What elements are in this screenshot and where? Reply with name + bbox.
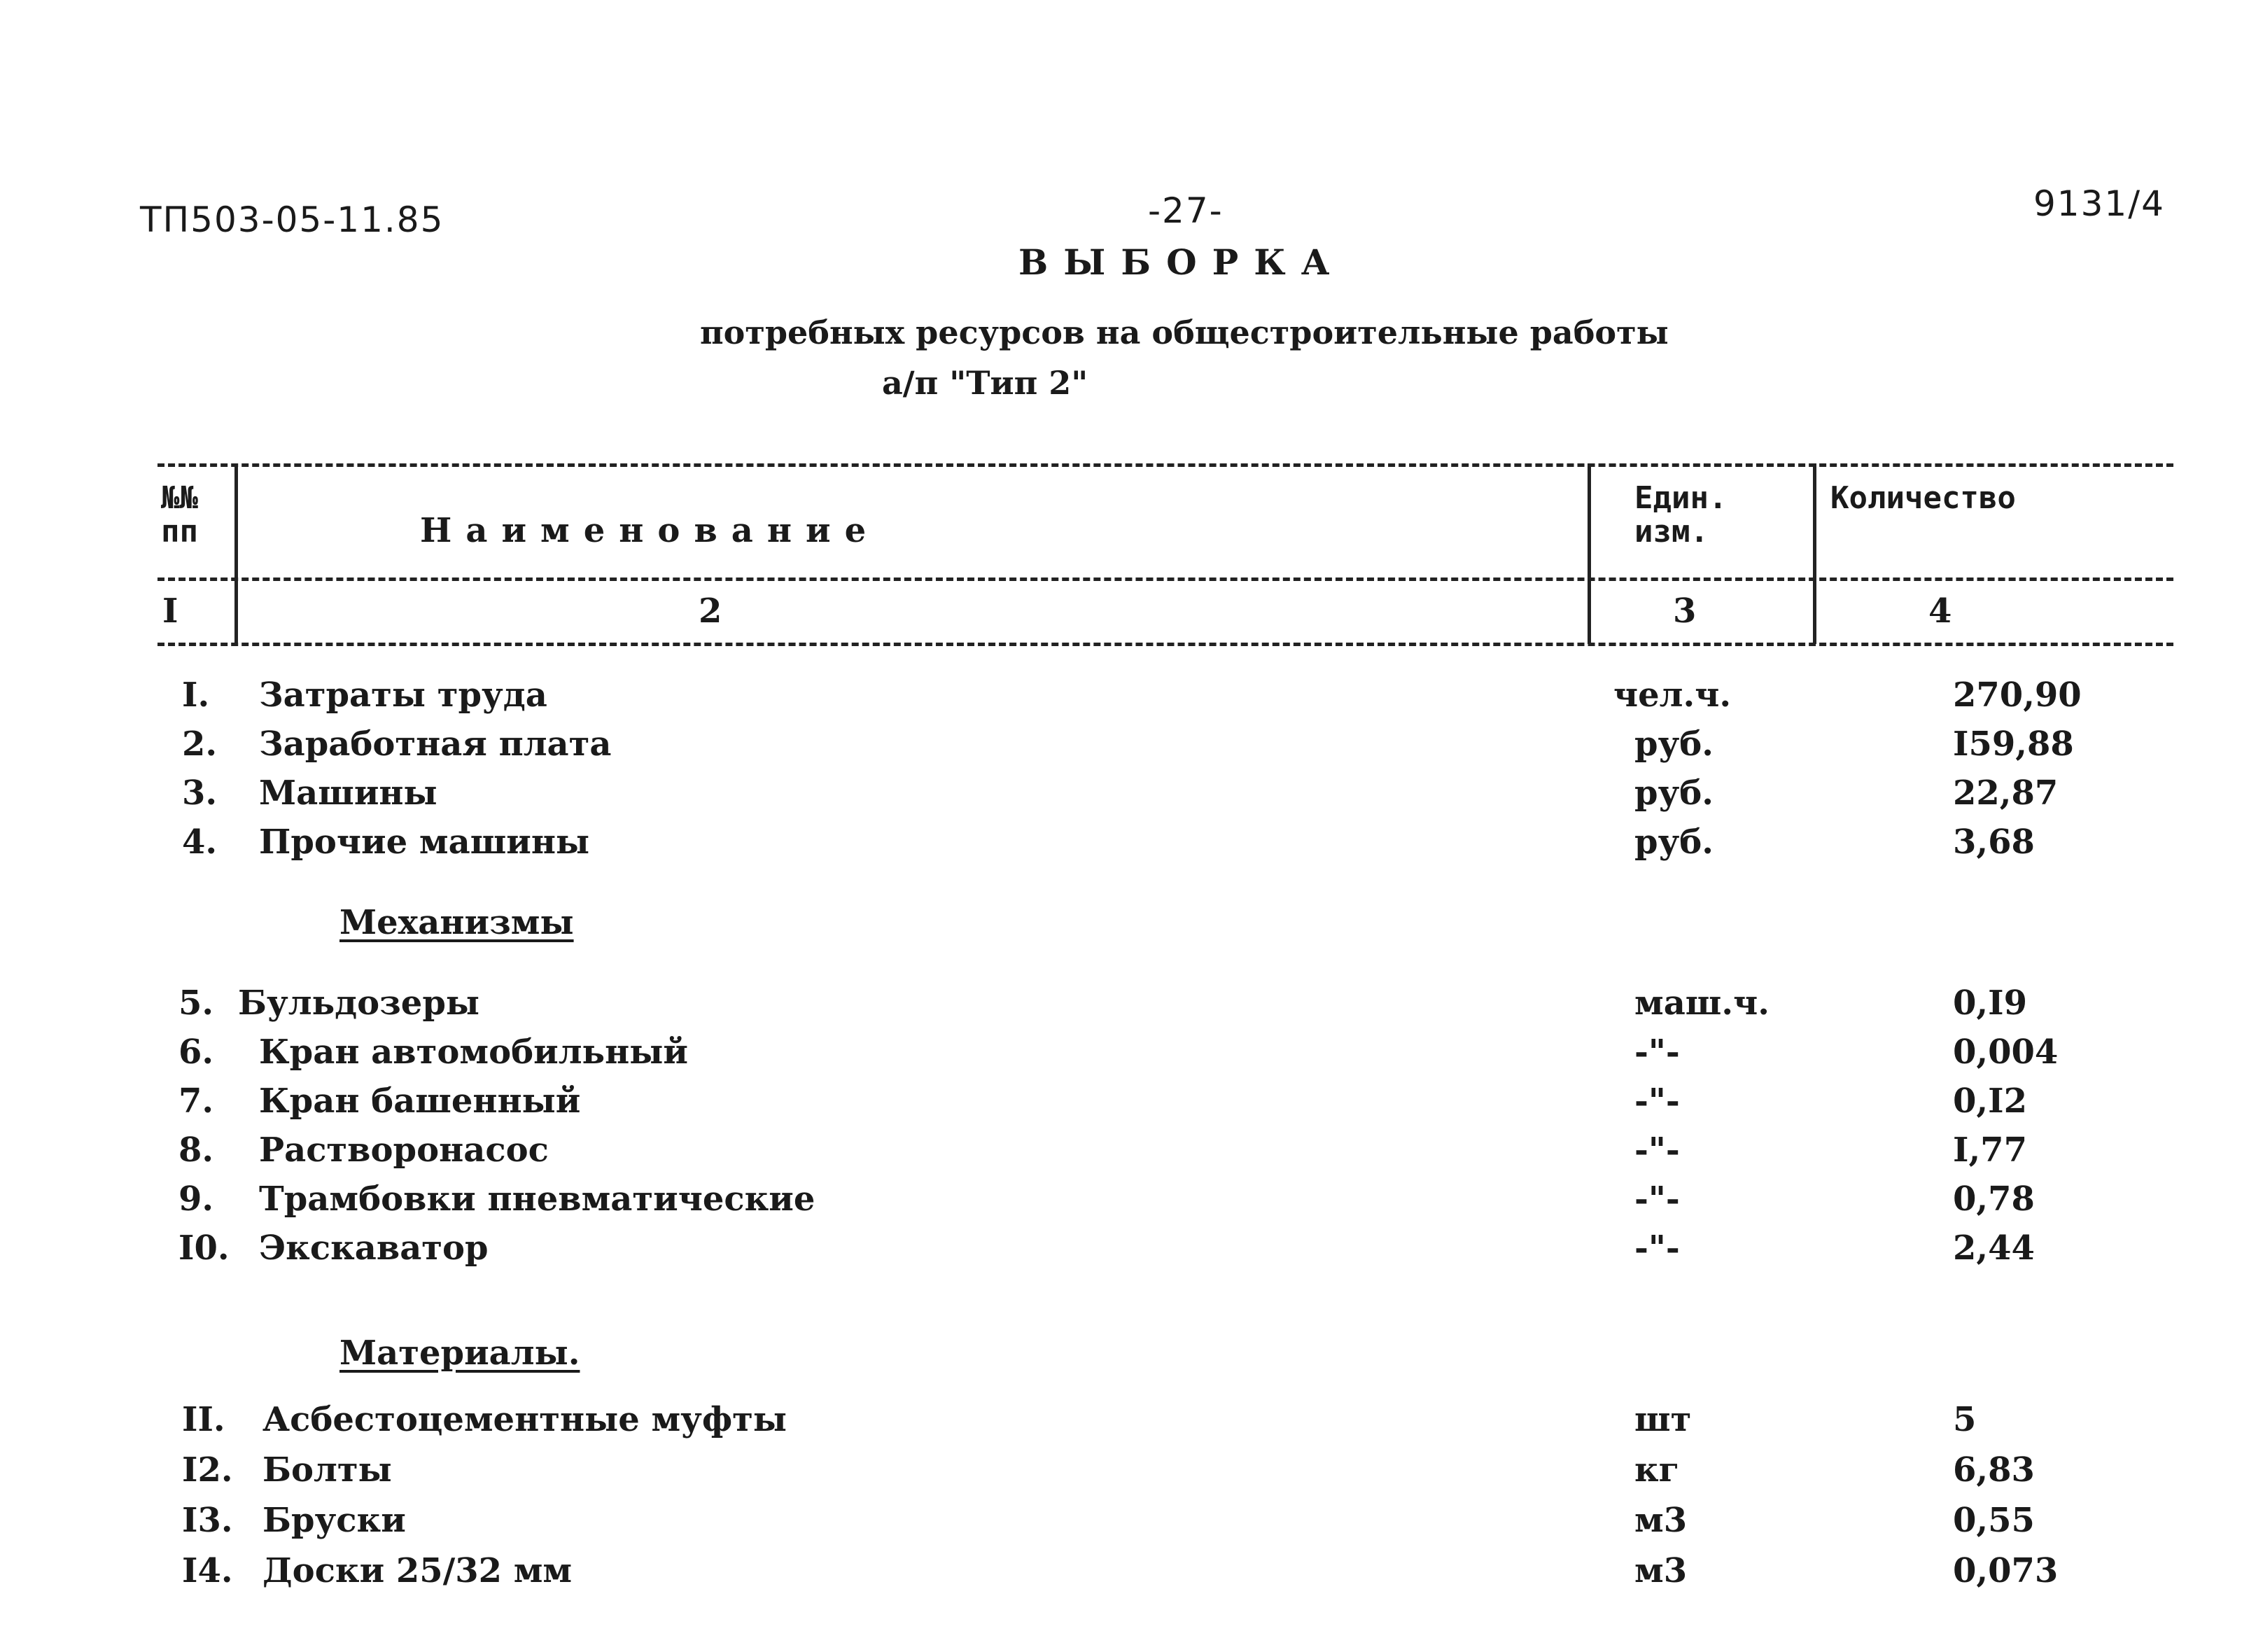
header-num-3: 3 — [1673, 592, 1697, 631]
row-unit: чел.ч. — [1613, 676, 1732, 715]
row-quantity: 22,87 — [1953, 774, 2059, 813]
section-heading-materials: Материалы. — [339, 1334, 580, 1373]
row-name: Машины — [259, 774, 437, 813]
row-number: 7. — [178, 1082, 214, 1121]
row-name: Кран автомобильный — [259, 1032, 688, 1072]
header-num-4: 4 — [1928, 592, 1952, 631]
row-number: I0. — [178, 1228, 230, 1268]
row-number: I4. — [182, 1551, 233, 1590]
row-number: I3. — [182, 1501, 233, 1540]
header-middle-rule — [157, 578, 2173, 581]
row-number: 2. — [182, 724, 218, 764]
row-name: Бруски — [262, 1501, 406, 1540]
row-name: Кран башенный — [259, 1082, 581, 1121]
row-number: I. — [182, 676, 210, 715]
section-heading-mechanisms: Механизмы — [339, 903, 574, 942]
page-crop-edge — [0, 1603, 2256, 1652]
row-unit: -"- — [1634, 1180, 1680, 1219]
row-quantity: I,77 — [1953, 1130, 2027, 1170]
row-unit: руб. — [1634, 774, 1714, 813]
row-quantity: 0,I2 — [1953, 1082, 2027, 1121]
row-quantity: 0,004 — [1953, 1032, 2059, 1072]
row-unit: шт — [1634, 1400, 1692, 1439]
row-unit: кг — [1634, 1450, 1680, 1490]
row-quantity: 6,83 — [1953, 1450, 2035, 1490]
row-quantity: I59,88 — [1953, 724, 2074, 764]
row-name: Растворонасос — [259, 1130, 549, 1170]
row-quantity: 3,68 — [1953, 822, 2035, 862]
header-col-unit: Един. изм. — [1634, 480, 1728, 550]
header-divider-2 — [1588, 463, 1591, 644]
row-quantity: 0,I9 — [1953, 983, 2027, 1023]
row-unit: руб. — [1634, 724, 1714, 764]
document-code: ТП503-05-11.85 — [140, 200, 444, 240]
row-number: 6. — [178, 1032, 214, 1072]
row-number: 9. — [178, 1180, 214, 1219]
header-col-name: Наименование — [420, 511, 881, 550]
header-num-1: I — [162, 592, 178, 631]
row-quantity: 0,78 — [1953, 1180, 2035, 1219]
header-divider-1 — [234, 463, 238, 644]
header-col-quantity: Количество — [1830, 480, 2016, 516]
row-name: Заработная плата — [259, 724, 612, 764]
row-unit: руб. — [1634, 822, 1714, 862]
row-unit: м3 — [1634, 1551, 1688, 1590]
row-unit: -"- — [1634, 1130, 1680, 1170]
row-unit: маш.ч. — [1634, 983, 1770, 1023]
header-bottom-rule — [157, 643, 2173, 646]
row-name: Затраты труда — [259, 676, 547, 715]
document-title: ВЫБОРКА — [1018, 241, 1345, 283]
row-quantity: 0,55 — [1953, 1501, 2035, 1540]
subtitle-line-1: потребных ресурсов на общестроительные работы — [700, 314, 1669, 351]
subtitle-line-2: а/п "Тип 2" — [882, 364, 1088, 402]
row-name: Бульдозеры — [238, 983, 480, 1023]
row-unit: м3 — [1634, 1501, 1688, 1540]
row-number: 4. — [182, 822, 218, 862]
header-top-rule — [157, 463, 2173, 467]
row-unit: -"- — [1634, 1082, 1680, 1121]
row-name: Трамбовки пневматические — [259, 1180, 815, 1219]
row-quantity: 5 — [1953, 1400, 1977, 1439]
row-number: 8. — [178, 1130, 214, 1170]
row-name: Асбестоцементные муфты — [262, 1400, 787, 1439]
row-quantity: 270,90 — [1953, 676, 2082, 715]
row-name: Доски 25/32 мм — [262, 1551, 573, 1590]
header-divider-3 — [1813, 463, 1816, 644]
row-unit: -"- — [1634, 1228, 1680, 1268]
row-name: Болты — [262, 1450, 392, 1490]
row-number: 5. — [178, 983, 214, 1023]
row-quantity: 2,44 — [1953, 1228, 2035, 1268]
row-unit: -"- — [1634, 1032, 1680, 1072]
row-name: Прочие машины — [259, 822, 590, 862]
row-number: I2. — [182, 1450, 233, 1490]
row-number: 3. — [182, 774, 218, 813]
row-name: Экскаватор — [259, 1228, 489, 1268]
page-number: -27- — [1148, 190, 1224, 231]
row-quantity: 0,073 — [1953, 1551, 2059, 1590]
sheet-code: 9131/4 — [2033, 183, 2165, 224]
row-number: II. — [182, 1400, 225, 1439]
header-num-2: 2 — [699, 592, 722, 631]
header-col-number: №№ пп — [161, 480, 198, 550]
